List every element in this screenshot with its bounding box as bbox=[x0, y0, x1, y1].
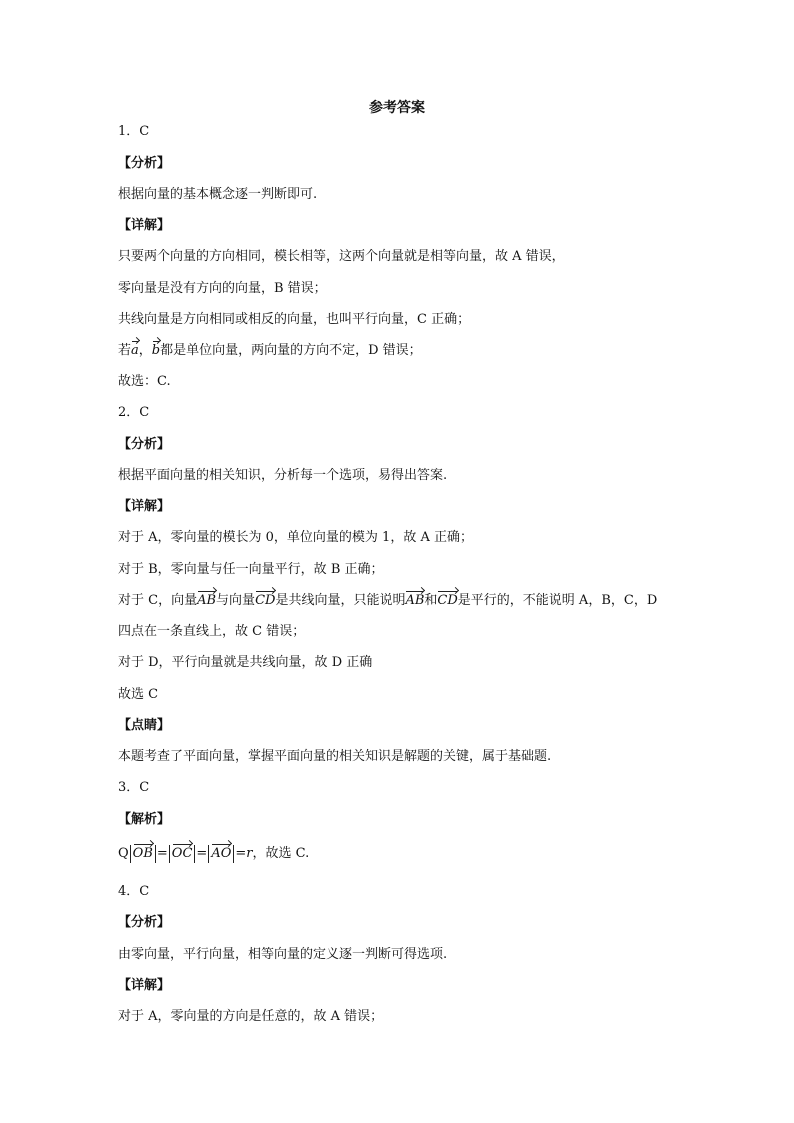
q2-detail-4: 对于 D，平行向量就是共线向量，故 D 正确 bbox=[118, 655, 373, 670]
vector-b: b bbox=[151, 343, 161, 358]
q3-number: 3．C bbox=[118, 780, 150, 795]
vector-ao: AO bbox=[211, 846, 232, 861]
vector-ab: AB bbox=[197, 593, 217, 608]
page-title: 参考答案 bbox=[369, 100, 425, 116]
q2-comment: 本题考查了平面向量，掌握平面向量的相关知识是解题的关键，属于基础题. bbox=[118, 749, 552, 764]
vector-oc: OC bbox=[171, 846, 193, 861]
q4-analysis-tag: 【分析】 bbox=[118, 915, 171, 930]
q3-analysis-tag: 【解析】 bbox=[118, 812, 171, 827]
q1-detail-4: 若a，b都是单位向量，两向量的方向不定，D 错误； bbox=[118, 343, 422, 358]
q4-number: 4．C bbox=[118, 884, 150, 899]
q2-analysis-tag: 【分析】 bbox=[118, 437, 171, 452]
q2-detail-3-cont: 四点在一条直线上，故 C 错误； bbox=[118, 624, 306, 639]
q4-detail-tag: 【详解】 bbox=[118, 978, 171, 993]
q2-detail-3: 对于 C，向量AB与向量CD是共线向量，只能说明AB和CD是平行的，不能说明 A，B，C，D bbox=[118, 593, 658, 608]
q3-formula: Q OB = OC = AO =r，故选 C. bbox=[118, 846, 310, 861]
q1-analysis: 根据向量的基本概念逐一判断即可. bbox=[118, 187, 318, 202]
vector-ab: AB bbox=[405, 593, 425, 608]
q2-detail-2: 对于 B，零向量与任一向量平行，故 B 正确； bbox=[118, 562, 384, 577]
vector-a: a bbox=[131, 343, 139, 358]
q4-analysis: 由零向量，平行向量，相等向量的定义逐一判断可得选项. bbox=[118, 947, 448, 962]
q1-detail-3: 共线向量是方向相同或相反的向量，也叫平行向量，C 正确； bbox=[118, 312, 471, 327]
vector-cd: CD bbox=[437, 593, 458, 608]
q1-conclusion: 故选：C. bbox=[118, 374, 171, 389]
q2-detail-tag: 【详解】 bbox=[118, 499, 171, 514]
vector-ob: OB bbox=[132, 846, 153, 861]
q1-analysis-tag: 【分析】 bbox=[118, 156, 171, 171]
q2-detail-1: 对于 A，零向量的模长为 0，单位向量的模为 1，故 A 正确； bbox=[118, 530, 473, 545]
q1-detail-2: 零向量是没有方向的向量，B 错误； bbox=[118, 281, 327, 296]
q1-detail-1: 只要两个向量的方向相同，模长相等，这两个向量就是相等向量，故 A 错误， bbox=[118, 249, 565, 264]
q1-detail-tag: 【详解】 bbox=[118, 218, 171, 233]
q2-conclusion: 故选 C bbox=[118, 687, 159, 702]
q1-number: 1．C bbox=[118, 124, 150, 139]
q4-detail-1: 对于 A，零向量的方向是任意的，故 A 错误； bbox=[118, 1009, 384, 1024]
q2-comment-tag: 【点睛】 bbox=[118, 718, 171, 733]
vector-cd: CD bbox=[255, 593, 276, 608]
q2-analysis: 根据平面向量的相关知识，分析每一个选项，易得出答案. bbox=[118, 468, 448, 483]
q2-number: 2．C bbox=[118, 405, 150, 420]
